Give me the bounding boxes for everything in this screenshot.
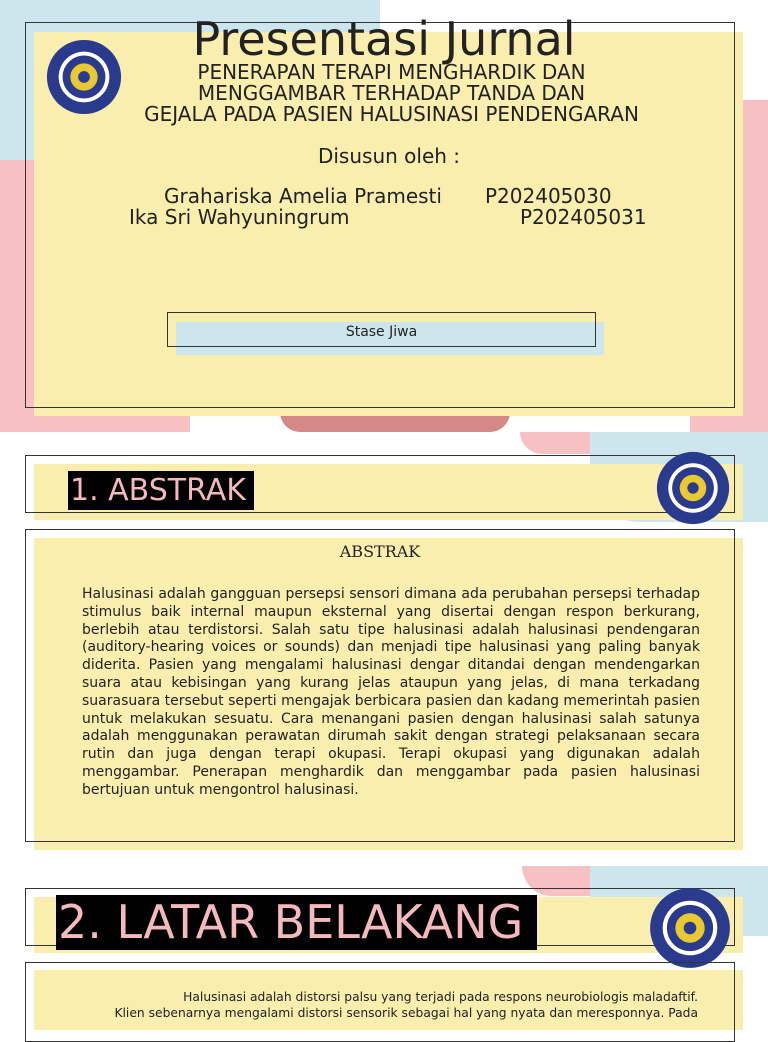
- subtitle-line-2: MENGGAMBAR TERHADAP TANDA DAN: [197, 81, 586, 105]
- latar-line-2: Klien sebenarnya mengalami distorsi sensorik sebagai hal yang nyata dan meresponnya. Pada: [114, 1006, 698, 1020]
- university-logo: [655, 450, 731, 526]
- abstract-body: Halusinasi adalah gangguan persepsi sensori dimana ada perubahan persepsi terhadap stimulus baik internal maupun eksternal yang disertai dengan respon berkurang, berlebih atau terdistorsi. Salah satu tipe halusinasi adalah halusinasi pendengaran (auditory-hearing voices or sounds) dan menjadi tipe halusinasi yang paling banyak diderita. Pasien yang mengalami halusinasi dengar ditandai dengan mendengarkan suara atau kebisingan yang kurang jelas ataupun yang jelas, di mana terkadang suarasuara tersebut seperti mengajak berbicara pasien dan kadang memerintah pasien untuk melakukan sesuatu. Cara menangani pasien dengan halusinasi salah satunya adalah menggunakan perawatan dirumah sakit dengan strategi pelaksanaan secara rutin dan juga dengan terapi okupasi. Terapi okupasi yang digunakan adalah menggambar. Penerapan menghardik dan menggambar pada pasien halusinasi bertujuan untuk mengontrol halusinasi.: [82, 586, 700, 798]
- author-id-2: P202405031: [520, 205, 647, 229]
- subtitle-line-3: GEJALA PADA PASIEN HALUSINASI PENDENGARAN: [144, 102, 639, 126]
- abstract-title: ABSTRAK: [339, 542, 421, 561]
- section1-heading: 1. ABSTRAK: [68, 471, 254, 510]
- section2-heading: 2. LATAR BELAKANG: [56, 895, 537, 950]
- author-name-2: Ika Sri Wahyuningrum: [129, 205, 350, 229]
- stase-label: Stase Jiwa: [167, 312, 596, 347]
- authored-by-label: Disusun oleh :: [317, 144, 461, 168]
- author-name-1: Grahariska Amelia Pramesti: [164, 184, 442, 208]
- latar-line-1: Halusinasi adalah distorsi palsu yang terjadi pada respons neurobiologis maladaftif.: [183, 990, 698, 1004]
- author-id-1: P202405030: [485, 184, 612, 208]
- presentation-title: Presentasi Jurnal: [192, 12, 576, 66]
- university-logo: [648, 886, 732, 970]
- subtitle-line-1: PENERAPAN TERAPI MENGHARDIK DAN: [197, 60, 586, 84]
